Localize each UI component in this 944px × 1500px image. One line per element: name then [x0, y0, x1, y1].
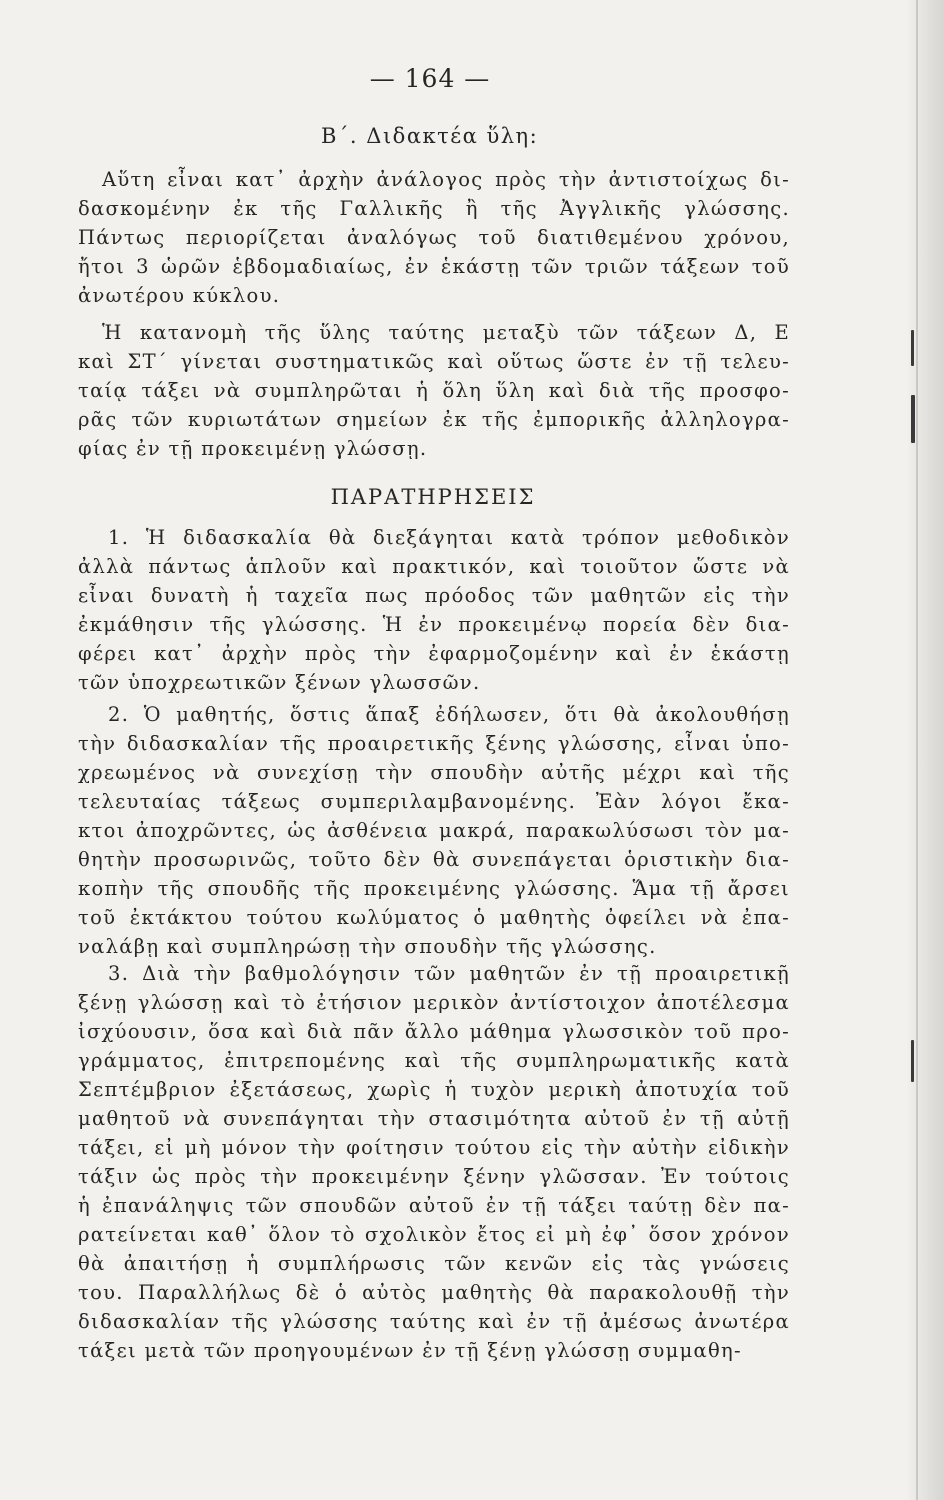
text-line: ἡ ἐπανάληψις τῶν σπουδῶν αὐτοῦ ἐν τῇ τάξει ταύτῃ δὲν πα- — [78, 1194, 790, 1217]
text-line: 3. Διὰ τὴν βαθμολόγησιν τῶν μαθητῶν ἐν τῇ προαιρετικῇ — [108, 962, 790, 985]
text-line: 1. Ἡ διδασκαλία θὰ διεξάγηται κατὰ τρόπον μεθοδικὸν — [108, 526, 790, 549]
text-line: ξένῃ γλώσσῃ καὶ τὸ ἐτήσιον μερικὸν ἀντίστοιχον ἀποτέλεσμα — [78, 991, 790, 1014]
note-3 — [78, 959, 790, 1365]
text-line: ἀλλὰ πάντως ἁπλοῦν καὶ πρακτικόν, καὶ τοιοῦτον ὥστε νὰ — [78, 555, 790, 578]
text-line: τάξιν ὡς πρὸς τὴν προκειμένην ξένην γλῶσσαν. Ἐν τούτοις — [78, 1165, 790, 1188]
page-edge-shadow — [908, 0, 944, 1500]
text-line: Ἡ κατανομὴ τῆς ὕλης ταύτης μεταξὺ τῶν τάξεων Δ, Ε — [102, 321, 790, 344]
page-number: — 164 — — [369, 64, 491, 93]
text-line: ἐκμάθησιν τῆς γλώσσης. Ἡ ἐν προκειμένῳ πορεία δὲν δια- — [78, 613, 790, 636]
text-line: του. Παραλλήλως δὲ ὁ αὐτὸς μαθητὴς θὰ παρακολουθῇ τὴν — [78, 1281, 790, 1304]
text-line: ταίᾳ τάξει νὰ συμπληρῶται ἡ ὅλη ὕλη καὶ διὰ τῆς προσφο- — [78, 379, 790, 402]
text-line: τάξει, εἰ μὴ μόνον τὴν φοίτησιν τούτου εἰς τὴν αὐτὴν εἰδικὴν — [78, 1136, 790, 1159]
text-line: ναλάβῃ καὶ συμπληρώσῃ τὴν σπουδὴν τῆς γλώσσης. — [78, 935, 657, 958]
binding-line — [916, 0, 918, 1500]
text-line: γράμματος, ἐπιτρεπομένης καὶ τῆς συμπληρωματικῆς κατὰ — [78, 1049, 790, 1072]
text-line: καὶ ΣΤ΄ γίνεται συστηματικῶς καὶ οὕτως ὥστε ἐν τῇ τελευ- — [78, 350, 790, 373]
text-line: κτοι ἀποχρῶντες, ὡς ἀσθένεια μακρά, παρακωλύσωσι τὸν μα- — [78, 819, 790, 842]
text-line: ἀνωτέρου κύκλου. — [78, 284, 281, 307]
text-line: τῶν ὑποχρεωτικῶν ξένων γλωσσῶν. — [78, 671, 481, 694]
text-line: μαθητοῦ νὰ συνεπάγηται τὴν στασιμότητα αὐτοῦ ἐν τῇ αὐτῇ — [78, 1107, 790, 1130]
text-line: Αὕτη εἶναι κατ᾽ ἀρχὴν ἀνάλογος πρὸς τὴν ἀντιστοίχως δι- — [102, 168, 790, 191]
edge-speck — [911, 1040, 914, 1082]
text-line: τάξει μετὰ τῶν προηγουμένων ἐν τῇ ξένῃ γλώσσῃ συμμαθη- — [78, 1339, 742, 1362]
text-line: ἰσχύουσιν, ὅσα καὶ διὰ πᾶν ἄλλο μάθημα γλωσσικὸν τοῦ προ- — [78, 1020, 790, 1043]
note-1 — [78, 523, 790, 697]
text-line: φίας ἐν τῇ προκειμένῃ γλώσσῃ. — [78, 437, 428, 460]
edge-speck — [911, 395, 915, 443]
text-line: θητὴν προσωρινῶς, τοῦτο δὲν θὰ συνεπάγεται ὁριστικὴν δια- — [78, 848, 790, 871]
observations-heading: ΠΑΡΑΤΗΡΗΣΕΙΣ — [330, 485, 536, 509]
text-line: τὴν διδασκαλίαν τῆς προαιρετικῆς ξένης γλώσσης, εἶναι ὑπο- — [78, 732, 790, 755]
text-line: ἤτοι 3 ὡρῶν ἑβδομαδιαίως, ἐν ἑκάστῃ τῶν τριῶν τάξεων τοῦ — [78, 255, 790, 278]
text-line: διδασκαλίαν τῆς γλώσσης ταύτης καὶ ἐν τῇ ἀμέσως ἀνωτέρα — [78, 1310, 790, 1333]
text-line: δασκομένην ἐκ τῆς Γαλλικῆς ἢ τῆς Ἀγγλικῆς γλώσσης. — [78, 197, 790, 220]
section-heading: Β΄. Διδακτέα ὕλη: — [321, 124, 539, 148]
text-line: ρατείνεται καθ᾽ ὅλον τὸ σχολικὸν ἔτος εἰ μὴ ἐφ᾽ ὅσον χρόνον — [78, 1223, 790, 1246]
text-line: φέρει κατ᾽ ἀρχὴν πρὸς τὴν ἐφαρμοζομένην καὶ ἐν ἑκάστῃ — [78, 642, 790, 665]
paragraph-1 — [78, 165, 790, 310]
edge-speck — [911, 330, 914, 366]
text-line: κοπὴν τῆς σπουδῆς τῆς προκειμένης γλώσσης. Ἅμα τῇ ἄρσει — [78, 877, 790, 900]
text-line: Πάντως περιορίζεται ἀναλόγως τοῦ διατιθεμένου χρόνου, — [78, 226, 790, 249]
paragraph-2 — [78, 318, 790, 463]
text-line: Σεπτέμβριον ἐξετάσεως, χωρὶς ἡ τυχὸν μερικὴ ἀποτυχία τοῦ — [78, 1078, 790, 1101]
text-line: εἶναι δυνατὴ ἡ ταχεῖα πως πρόοδος τῶν μαθητῶν εἰς τὴν — [78, 584, 790, 607]
text-line: τοῦ ἐκτάκτου τούτου κωλύματος ὁ μαθητὴς ὀφείλει νὰ ἐπα- — [78, 906, 790, 929]
text-line: χρεωμένος νὰ συνεχίσῃ τὴν σπουδὴν αὐτῆς μέχρι καὶ τῆς — [78, 761, 790, 784]
text-line: τελευταίας τάξεως συμπεριλαμβανομένης. Ἐὰν λόγοι ἔκα- — [78, 790, 790, 813]
note-2 — [78, 700, 790, 961]
text-line: ρᾶς τῶν κυριωτάτων σημείων ἐκ τῆς ἐμπορικῆς ἀλληλογρα- — [78, 408, 790, 431]
text-line: 2. Ὁ μαθητής, ὅστις ἅπαξ ἐδήλωσεν, ὅτι θὰ ἀκολουθήσῃ — [108, 703, 790, 726]
text-line: θὰ ἀπαιτήσῃ ἡ συμπλήρωσις τῶν κενῶν εἰς τὰς γνώσεις — [78, 1252, 790, 1275]
